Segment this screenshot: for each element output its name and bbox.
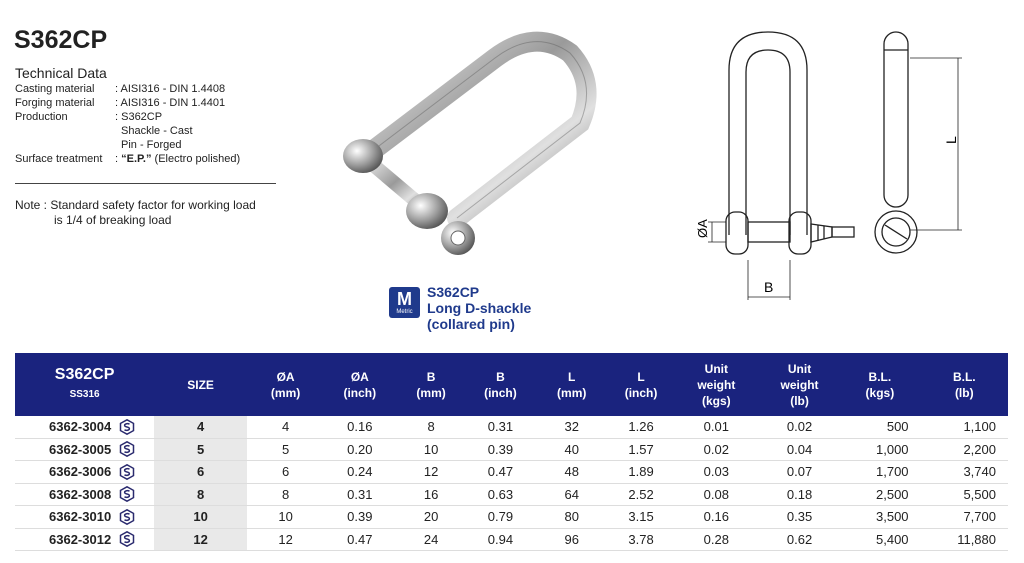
breaking-load-cell: 2,200 xyxy=(921,438,1008,461)
part-number-cell: 6362-3004 xyxy=(15,416,154,438)
table-row xyxy=(15,483,1008,506)
column-header: B (inch) xyxy=(484,369,517,400)
metric-badge xyxy=(389,287,420,318)
tech-label: Surface treatment xyxy=(15,153,103,165)
tech-value: : AISI316 - DIN 1.4401 xyxy=(115,97,226,109)
value-cell: 0.31 xyxy=(467,416,534,438)
value-cell: 6 xyxy=(247,461,324,484)
value-cell: 0.62 xyxy=(760,528,839,551)
column-header: B (mm) xyxy=(416,369,446,400)
tech-row-forging xyxy=(15,96,240,110)
value-cell: 20 xyxy=(395,506,466,529)
label-a: ØA xyxy=(695,219,710,238)
column-header: B.L. (lb) xyxy=(952,369,976,400)
value-cell: 0.39 xyxy=(467,438,534,461)
column-header: ØA (mm) xyxy=(270,369,301,400)
part-number-cell: 6362-3005 xyxy=(15,438,154,461)
caption-line: Long D-shackle xyxy=(427,300,532,316)
value-cell: 0.07 xyxy=(760,461,839,484)
value-cell: 12 xyxy=(395,461,466,484)
value-cell: 1.57 xyxy=(609,438,672,461)
value-cell: 0.31 xyxy=(324,483,395,506)
value-cell: 0.47 xyxy=(467,461,534,484)
value-cell: 0.16 xyxy=(324,416,395,438)
breaking-load-cell: 5,500 xyxy=(921,483,1008,506)
tech-row-casting xyxy=(15,82,240,96)
tech-value: : S362CP xyxy=(115,111,163,123)
divider xyxy=(15,183,276,184)
value-cell: 2.52 xyxy=(609,483,672,506)
spec-table xyxy=(15,353,1008,551)
note-line: Note : Standard safety factor for working load xyxy=(15,198,256,212)
safety-note xyxy=(15,198,256,228)
value-cell: 4 xyxy=(247,416,324,438)
size-cell: 5 xyxy=(154,438,247,461)
value-cell: 16 xyxy=(395,483,466,506)
tech-value-strong: “E.P.” xyxy=(121,153,152,165)
column-header: B.L. (kgs) xyxy=(865,369,895,400)
brand-hex-icon xyxy=(119,464,135,480)
table-row xyxy=(15,416,1008,438)
breaking-load-cell: 2,500 xyxy=(839,483,920,506)
size-cell: 4 xyxy=(154,416,247,438)
column-header: L (inch) xyxy=(624,369,658,400)
badge-sub: Metric xyxy=(396,309,413,315)
tech-label: Production xyxy=(15,111,68,123)
value-cell: 0.47 xyxy=(324,528,395,551)
technical-data-heading: Technical Data xyxy=(15,65,107,81)
value-cell: 0.63 xyxy=(467,483,534,506)
value-cell: 32 xyxy=(534,416,609,438)
tech-value-prefix: : xyxy=(115,153,122,165)
caption-line: S362CP xyxy=(427,284,480,300)
label-b: B xyxy=(764,279,774,295)
brand-hex-icon xyxy=(119,509,135,525)
table-row xyxy=(15,506,1008,529)
caption-line: (collared pin) xyxy=(427,316,515,332)
value-cell: 0.94 xyxy=(467,528,534,551)
value-cell: 12 xyxy=(247,528,324,551)
value-cell: 0.35 xyxy=(760,506,839,529)
brand-hex-icon xyxy=(119,441,135,457)
part-number-cell: 6362-3008 xyxy=(15,483,154,506)
column-header: Unit weight (lb) xyxy=(780,361,819,408)
side-view xyxy=(875,32,917,253)
value-cell: 0.20 xyxy=(324,438,395,461)
value-cell: 0.08 xyxy=(673,483,760,506)
brand-hex-icon xyxy=(119,419,135,435)
technical-data-list xyxy=(15,82,240,166)
note-line: is 1/4 of breaking load xyxy=(54,213,172,227)
column-header: Unit weight (kgs) xyxy=(697,361,736,408)
product-caption xyxy=(427,284,531,332)
table-body xyxy=(15,416,1008,551)
front-view xyxy=(726,32,854,254)
column-header: L (mm) xyxy=(557,369,587,400)
value-cell: 1.89 xyxy=(609,461,672,484)
table-header-row xyxy=(15,353,1008,416)
label-l: L xyxy=(943,136,959,144)
value-cell: 1.26 xyxy=(609,416,672,438)
tech-row-surface xyxy=(15,152,240,166)
size-cell: 12 xyxy=(154,528,247,551)
value-cell: 80 xyxy=(534,506,609,529)
column-header: ØA (inch) xyxy=(343,369,377,400)
value-cell: 5 xyxy=(247,438,324,461)
value-cell: 3.78 xyxy=(609,528,672,551)
part-number-cell: 6362-3010 xyxy=(15,506,154,529)
header-model xyxy=(15,353,154,416)
header-model-label: S362CP xyxy=(54,365,115,383)
value-cell: 24 xyxy=(395,528,466,551)
breaking-load-cell: 3,500 xyxy=(839,506,920,529)
product-title: S362CP xyxy=(14,26,108,54)
value-cell: 0.24 xyxy=(324,461,395,484)
part-number-cell: 6362-3006 xyxy=(15,461,154,484)
brand-hex-icon xyxy=(119,531,135,547)
tech-label: Forging material xyxy=(15,97,95,109)
tech-row-production xyxy=(15,110,240,152)
breaking-load-cell: 500 xyxy=(839,416,920,438)
value-cell: 0.04 xyxy=(760,438,839,461)
table-row xyxy=(15,528,1008,551)
badge-letter: M xyxy=(397,289,412,309)
value-cell: 0.79 xyxy=(467,506,534,529)
tech-label: Casting material xyxy=(15,83,95,95)
tech-value: : AISI316 - DIN 1.4408 xyxy=(115,83,226,95)
value-cell: 40 xyxy=(534,438,609,461)
value-cell: 0.02 xyxy=(760,416,839,438)
breaking-load-cell: 1,100 xyxy=(921,416,1008,438)
value-cell: 0.39 xyxy=(324,506,395,529)
value-cell: 96 xyxy=(534,528,609,551)
value-cell: 10 xyxy=(395,438,466,461)
breaking-load-cell: 3,740 xyxy=(921,461,1008,484)
technical-drawing xyxy=(682,20,982,310)
value-cell: 0.03 xyxy=(673,461,760,484)
value-cell: 0.16 xyxy=(673,506,760,529)
breaking-load-cell: 11,880 xyxy=(921,528,1008,551)
brand-hex-icon xyxy=(119,486,135,502)
value-cell: 48 xyxy=(534,461,609,484)
breaking-load-cell: 5,400 xyxy=(839,528,920,551)
value-cell: 0.18 xyxy=(760,483,839,506)
breaking-load-cell: 1,000 xyxy=(839,438,920,461)
value-cell: 64 xyxy=(534,483,609,506)
value-cell: 0.28 xyxy=(673,528,760,551)
value-cell: 8 xyxy=(395,416,466,438)
table-row xyxy=(15,438,1008,461)
part-number-cell: 6362-3012 xyxy=(15,528,154,551)
size-cell: 8 xyxy=(154,483,247,506)
size-cell: 6 xyxy=(154,461,247,484)
value-cell: 3.15 xyxy=(609,506,672,529)
header-material-label: SS316 xyxy=(69,388,100,400)
shackle-photo xyxy=(335,28,615,278)
value-cell: 8 xyxy=(247,483,324,506)
value-cell: 0.01 xyxy=(673,416,760,438)
value-cell: 10 xyxy=(247,506,324,529)
tech-value-rest: (Electro polished) xyxy=(151,153,241,165)
breaking-load-cell: 1,700 xyxy=(839,461,920,484)
breaking-load-cell: 7,700 xyxy=(921,506,1008,529)
tech-value: Shackle - Cast xyxy=(121,125,193,137)
table-row xyxy=(15,461,1008,484)
column-header: SIZE xyxy=(187,377,214,392)
size-cell: 10 xyxy=(154,506,247,529)
value-cell: 0.02 xyxy=(673,438,760,461)
tech-value: Pin - Forged xyxy=(121,139,182,151)
